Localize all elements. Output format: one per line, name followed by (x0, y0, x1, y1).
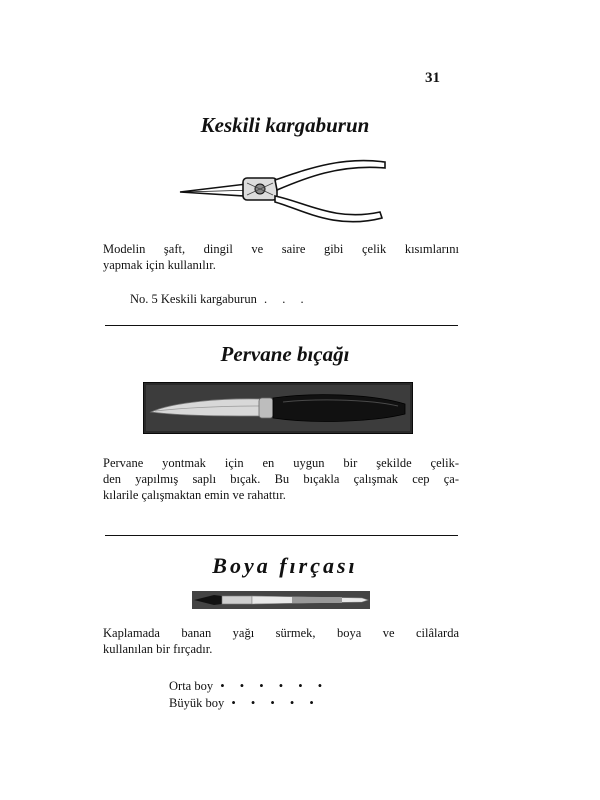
description-line: Pervane yontmak için en uygun bir şekilde çelik- (103, 456, 459, 470)
item-dots: . . . (263, 292, 310, 306)
page-number: 31 (425, 70, 440, 86)
description-line: den yapılmış saplı bıçak. Bu bıçakla çalışmak cep ça- (103, 472, 459, 486)
section-title-pliers: Keskili kargaburun (200, 113, 370, 137)
description-line: kullanılan bir fırçadır. (103, 642, 213, 656)
section-divider (105, 325, 458, 326)
brush-item-medium (169, 678, 328, 694)
description-line: Modelin şaft, dingil ve saire gibi çelik kısımlarını (103, 242, 459, 256)
knife-description (103, 455, 459, 503)
description-line: kılarile çalışmaktan emin ve rahattır. (103, 488, 286, 502)
pliers-item-line (130, 291, 310, 307)
brush-description (103, 625, 459, 657)
pliers-description (103, 241, 459, 273)
item-label: Orta boy (169, 679, 214, 693)
pliers-illustration (175, 150, 395, 230)
description-line: yapmak için kullanılır. (103, 258, 216, 272)
brush-photo (192, 591, 370, 609)
item-label: No. 5 Keskili kargaburun (130, 292, 257, 306)
item-dots: • • • • • (231, 696, 320, 710)
brush-item-large (169, 695, 320, 711)
section-title-brush: Boya fırçası (212, 553, 358, 578)
section-title-knife: Pervane bıçağı (220, 342, 350, 366)
description-line: Kaplamada banan yağı sürmek, boya ve cilâlarda (103, 626, 459, 640)
item-label: Büyük boy (169, 696, 225, 710)
knife-photo (143, 382, 413, 434)
section-divider (105, 535, 458, 536)
item-dots: • • • • • • (220, 679, 329, 693)
